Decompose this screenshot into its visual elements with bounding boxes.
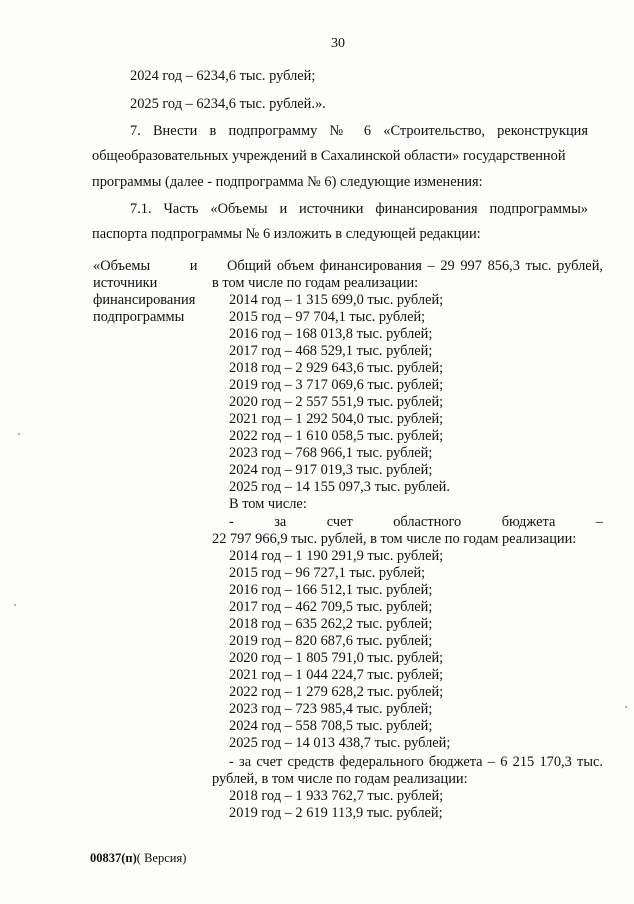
item-7-line-3: программы (далее - подпрограмма № 6) следующие изменения:	[92, 174, 483, 190]
scan-speck	[18, 433, 20, 435]
financing-line: 2018 год – 635 262,2 тыс. рублей;	[229, 616, 433, 632]
financing-line: Общий объем финансирования – 29 997 856,3 тыс. рублей,	[227, 258, 603, 274]
table-label-line-1: «Объемы и	[93, 258, 198, 274]
document-version: ( Версия)	[136, 851, 187, 865]
financing-line: 2019 год – 2 619 113,9 тыс. рублей;	[229, 805, 443, 821]
financing-line: 2020 год – 2 557 551,9 тыс. рублей;	[229, 394, 444, 410]
financing-line: 2014 год – 1 315 699,0 тыс. рублей;	[229, 292, 444, 308]
document-footer	[90, 851, 186, 866]
intro-line-2024: 2024 год – 6234,6 тыс. рублей;	[130, 68, 316, 84]
table-label-line-3: финансирования	[93, 292, 196, 308]
item-7-1-line-2: паспорта подпрограммы № 6 изложить в следующей редакции:	[92, 226, 481, 242]
financing-line: 2017 год – 468 529,1 тыс. рублей;	[229, 343, 433, 359]
item-7-1-line-1: 7.1. Часть «Объемы и источники финансирования подпрограммы»	[130, 201, 588, 217]
financing-line: 2016 год – 168 013,8 тыс. рублей;	[229, 326, 433, 342]
item-7-line-1: 7. Внести в подпрограмму № 6 «Строительство, реконструкция	[130, 123, 588, 139]
financing-line: 2015 год – 96 727,1 тыс. рублей;	[229, 565, 426, 581]
scan-speck	[625, 706, 627, 708]
financing-line: 2022 год – 1 610 058,5 тыс. рублей;	[229, 428, 444, 444]
financing-line: - за счет областного бюджета –	[229, 514, 603, 530]
financing-line: 2023 год – 723 985,4 тыс. рублей;	[229, 701, 433, 717]
document-code: 00837(п)	[90, 851, 137, 865]
financing-line: 2018 год – 1 933 762,7 тыс. рублей;	[229, 788, 444, 804]
financing-line: 2018 год – 2 929 643,6 тыс. рублей;	[229, 360, 444, 376]
intro-line-2025: 2025 год – 6234,6 тыс. рублей.».	[130, 96, 326, 112]
financing-line: 2020 год – 1 805 791,0 тыс. рублей;	[229, 650, 444, 666]
table-label-line-4: подпрограммы	[93, 309, 185, 325]
financing-line: 2023 год – 768 966,1 тыс. рублей;	[229, 445, 433, 461]
financing-line: 2014 год – 1 190 291,9 тыс. рублей;	[229, 548, 444, 564]
financing-line: 2021 год – 1 292 504,0 тыс. рублей;	[229, 411, 444, 427]
scan-speck	[14, 604, 16, 606]
financing-line: 2024 год – 917 019,3 тыс. рублей;	[229, 462, 433, 478]
financing-line: 2019 год – 820 687,6 тыс. рублей;	[229, 633, 433, 649]
financing-line: В том числе:	[229, 496, 307, 512]
financing-line: - за счет средств федерального бюджета – 6 215 170,3 тыс.	[229, 754, 603, 770]
financing-line: 2015 год – 97 704,1 тыс. рублей;	[229, 309, 426, 325]
financing-line: 2021 год – 1 044 224,7 тыс. рублей;	[229, 667, 444, 683]
financing-line: 2025 год – 14 013 438,7 тыс. рублей;	[229, 735, 451, 751]
financing-line: 2017 год – 462 709,5 тыс. рублей;	[229, 599, 433, 615]
page-number: 30	[331, 36, 345, 51]
item-7-line-2: общеобразовательных учреждений в Сахалинской области» государственной	[92, 148, 566, 164]
financing-line: рублей, в том числе по годам реализации:	[212, 771, 468, 787]
financing-line: 2024 год – 558 708,5 тыс. рублей;	[229, 718, 433, 734]
financing-line: в том числе по годам реализации:	[212, 275, 419, 291]
financing-line: 2016 год – 166 512,1 тыс. рублей;	[229, 582, 433, 598]
financing-line: 2025 год – 14 155 097,3 тыс. рублей.	[229, 479, 450, 495]
financing-line: 22 797 966,9 тыс. рублей, в том числе по годам реализации:	[212, 531, 577, 547]
financing-line: 2019 год – 3 717 069,6 тыс. рублей;	[229, 377, 444, 393]
table-label-line-2: источники	[93, 275, 158, 291]
financing-line: 2022 год – 1 279 628,2 тыс. рублей;	[229, 684, 444, 700]
